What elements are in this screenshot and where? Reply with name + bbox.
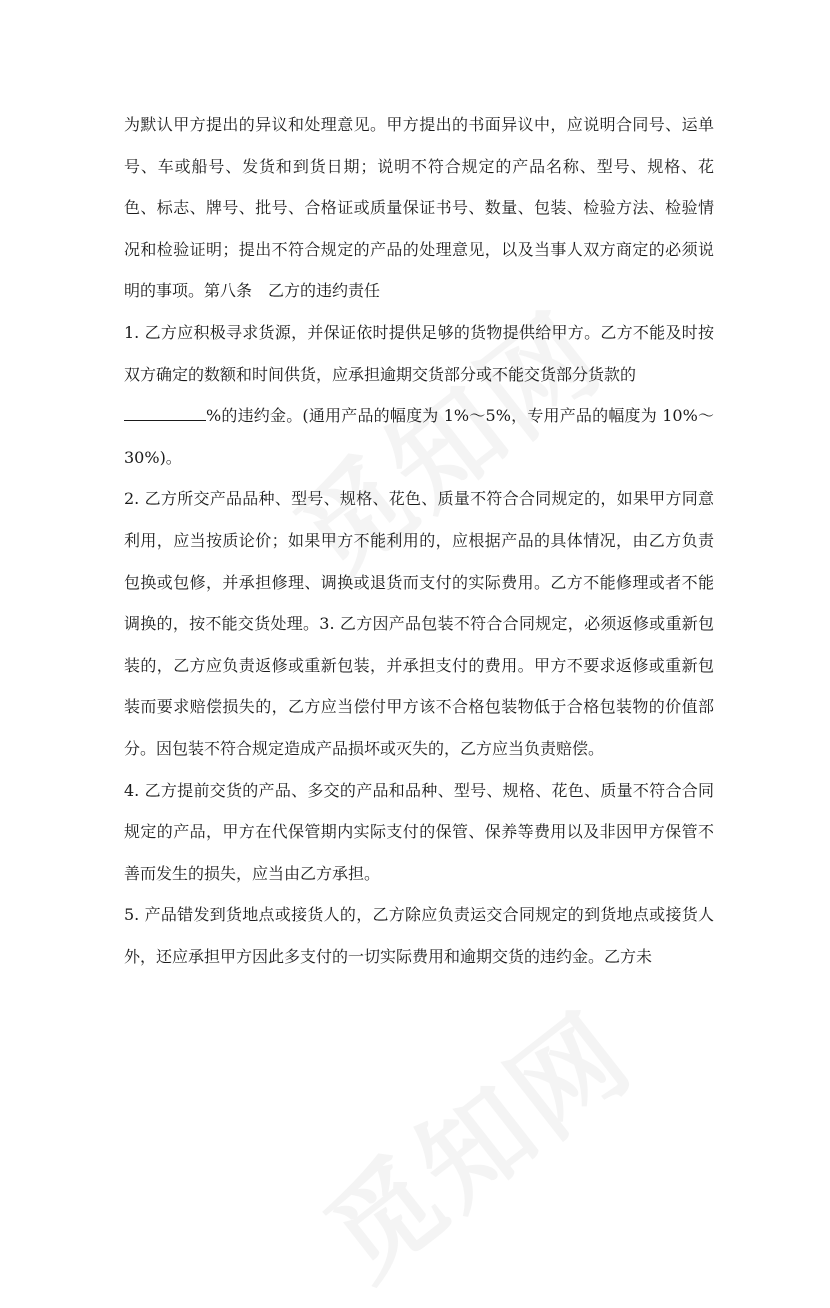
watermark (288, 970, 660, 1308)
paragraph-item-1 (124, 312, 714, 478)
paragraph-item-2-3: 2. 乙方所交产品品种、型号、规格、花色、质量不符合合同规定的，如果甲方同意利用，应当按质论价；如果甲方不能利用的，应根据产品的具体情况，由乙方负责包换或包修，并承担修理、调换或退货而支付的实际费用。乙方不能修理或者不能调换的，按不能交货处理。3. 乙方因产品包装不符合合同规定，必须返修或重新包装的，乙方应负责返修或重新包装，并承担支付的费用。甲方不要求返修或重新包装而要求赔偿损失的，乙方应当偿付甲方该不合格包装物低于合格包装物的价值部分。因包装不符合规定造成产品损坏或灭失的，乙方应当负责赔偿。 (124, 489, 714, 758)
document-body (124, 104, 714, 977)
item-1-penalty-text: %的违约金。(通用产品的幅度为 1%～5%，专用产品的幅度为 10%～30%)。 (124, 406, 714, 467)
paragraph-item-4: 4. 乙方提前交货的产品、多交的产品和品种、型号、规格、花色、质量不符合合同规定的产品，甲方在代保管期内实际支付的保管、保养等费用以及非因甲方保管不善而发生的损失，应当由乙方承担。 (124, 780, 714, 883)
item-1-text: 1. 乙方应积极寻求货源，并保证依时提供足够的货物提供给甲方。乙方不能及时按双方确定的数额和时间供货，应承担逾期交货部分或不能交货部分货款的 (124, 322, 714, 384)
penalty-rate-blank (124, 406, 206, 421)
paragraph-item-5: 5. 产品错发到货地点或接货人的，乙方除应负责运交合同规定的到货地点或接货人外，还应承担甲方因此多支付的一切实际费用和逾期交货的违约金。乙方未 (124, 905, 714, 966)
paragraph-objection-continued: 为默认甲方提出的异议和处理意见。甲方提出的书面异议中，应说明合同号、运单号、车或船号、发货和到货日期；说明不符合规定的产品名称、型号、规格、花色、标志、牌号、批号、合格证或质量保证书号、数量、包装、检验方法、检验情况和检验证明；提出不符合规定的产品的处理意见，以及当事人双方商定的必须说明的事项。第八条 乙方的违约责任 (124, 115, 714, 301)
